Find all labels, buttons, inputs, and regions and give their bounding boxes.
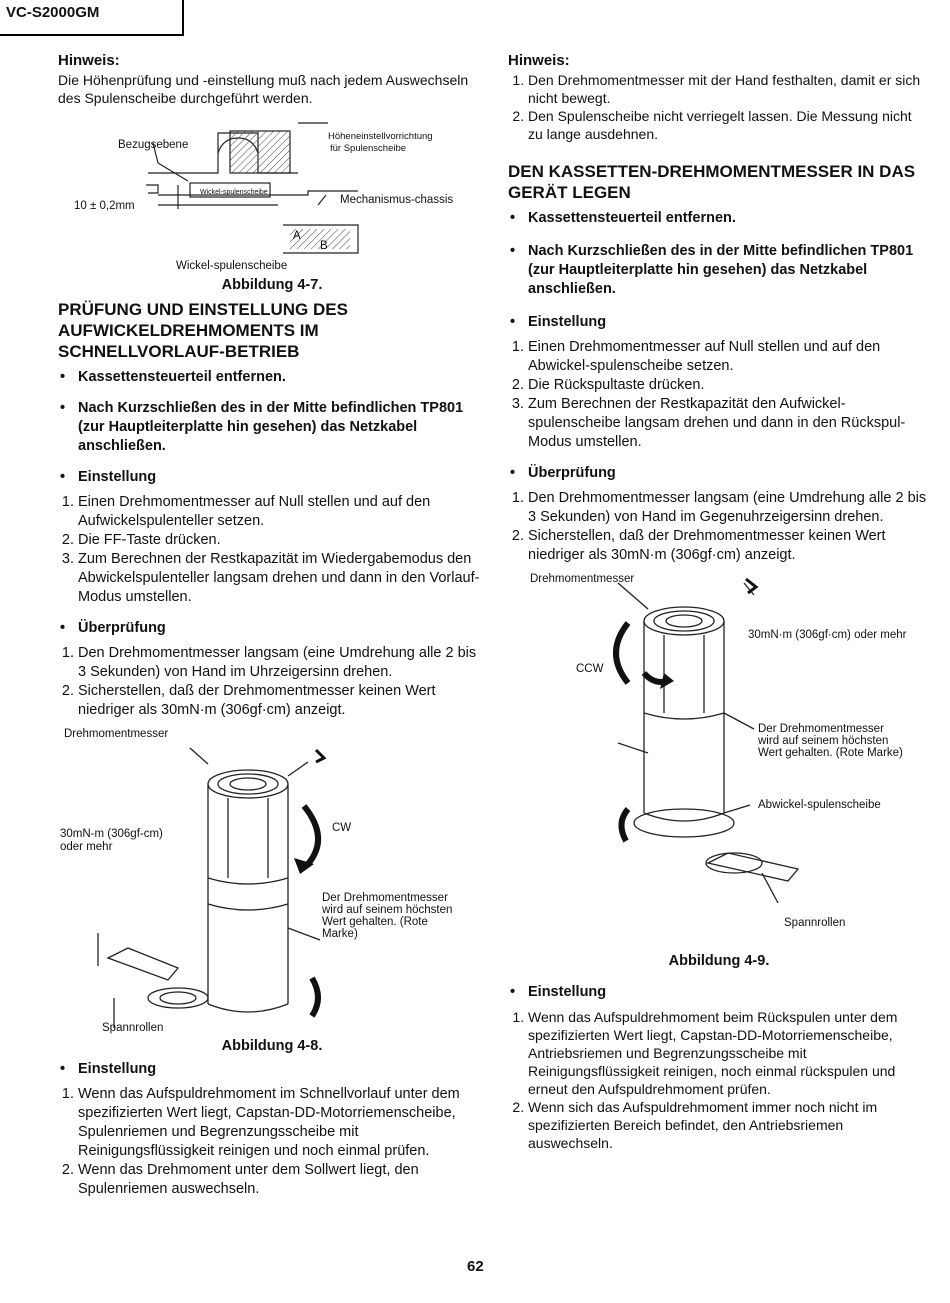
- label-held1: Der Drehmomentmesser: [758, 723, 884, 735]
- caption-4-9: Abbildung 4-9.: [668, 953, 770, 969]
- label-value2: oder mehr: [60, 841, 113, 853]
- einstellung-list: [58, 493, 486, 607]
- label-drehmomentmesser: Drehmomentmesser: [64, 728, 169, 740]
- label-b: B: [320, 240, 328, 252]
- section-title-left: PRÜFUNG UND EINSTELLUNG DES AUFWICKELDREHMOMENTS IM SCHNELLVORLAUF-BETRIEB: [58, 300, 348, 361]
- page-number: 62: [467, 1258, 484, 1275]
- bullet-ueberpruefung: • Überprüfung: [58, 619, 486, 638]
- label-drehmomentmesser: Drehmomentmesser: [530, 573, 635, 585]
- label-value: 30mN·m (306gf·cm) oder mehr: [748, 629, 907, 641]
- label-value1: 30mN-m (306gf-cm): [60, 828, 163, 840]
- label-hoehe1: Höheneinstellvorrichtung: [328, 131, 433, 142]
- list-item: 1. Den Drehmomentmesser mit der Hand festhalten, damit er sich nicht bewegt.: [528, 71, 930, 107]
- final-list: [508, 1008, 930, 1152]
- right-column: [508, 52, 930, 1152]
- label-wickel: Wickel-spulenscheibe: [176, 260, 288, 272]
- label-held2: wird auf seinem höchsten: [322, 904, 453, 916]
- caption-4-7: Abbildung 4-7.: [221, 277, 323, 293]
- list-item: 1. Einen Drehmomentmesser auf Null stellen und auf den Aufwickelspulenteller setzen.: [78, 493, 486, 531]
- label-spannrollen: Spannrollen: [102, 1022, 164, 1034]
- label-held3: Wert gehalten. (Rote Marke): [758, 747, 903, 759]
- list-item: 2. Wenn das Drehmoment unter dem Sollwert liegt, den Spulenriemen auswechseln.: [78, 1161, 486, 1199]
- label-mechanismus: Mechanismus-chassis: [340, 194, 454, 206]
- label-bezugsebene: Bezugsebene: [118, 139, 189, 151]
- note-title: Hinweis:: [58, 52, 120, 69]
- list-item: 1. Einen Drehmomentmesser auf Null stellen und auf den Abwickel-spulenscheibe setzen.: [528, 338, 930, 376]
- figure-4-7: [58, 113, 486, 275]
- bullet-short: • Nach Kurzschließen des in der Mitte befindlichen TP801 (zur Hauptleiterplatte hin gesehen) das Netzkabel anschließen.: [508, 242, 930, 299]
- label-spannrollen: Spannrollen: [784, 917, 846, 929]
- ueberpruefung-list: [508, 489, 930, 565]
- header-rule: [0, 34, 182, 36]
- hinweis-list: [508, 71, 930, 143]
- list-item: 3. Zum Berechnen der Restkapazität den Aufwickel-spulenscheibe langsam drehen und dann in den Rückspul-Modus umstellen.: [528, 395, 930, 452]
- label-ccw: CCW: [576, 663, 604, 675]
- label-wickel-small: Wickel-spulenscheibe: [200, 189, 268, 196]
- figure-4-9: [508, 573, 930, 951]
- bullet-remove: • Kassettensteuerteil entfernen.: [508, 209, 930, 228]
- label-hoehe2: für Spulenscheibe: [330, 143, 407, 154]
- list-item: 2. Den Spulenscheibe nicht verriegelt lassen. Die Messung nicht zu lange ausdehnen.: [528, 107, 930, 143]
- label-held4: Marke): [322, 928, 358, 940]
- model-name: VC-S2000GM: [6, 4, 100, 21]
- bullet-einstellung: • Einstellung: [58, 468, 486, 487]
- einstellung-list: [508, 338, 930, 452]
- list-item: 2. Wenn sich das Aufspuldrehmoment immer noch nicht im spezifizierten Bereich befindet, den Antriebsriemen auswechseln.: [528, 1098, 930, 1152]
- list-item: 2. Sicherstellen, daß der Drehmomentmesser keinen Wert niedriger als 30mN·m (306gf·cm) anzeigt.: [78, 682, 486, 720]
- label-held3: Wert gehalten. (Rote: [322, 916, 428, 928]
- list-item: 2. Sicherstellen, daß der Drehmomentmesser keinen Wert niedriger als 30mN·m (306gf·cm) anzeigt.: [528, 527, 930, 565]
- figure-4-8: [58, 728, 486, 1036]
- list-item: 1. Wenn das Aufspuldrehmoment beim Rückspulen unter dem spezifizierten Wert liegt, Capstan-DD-Motorriemenscheibe, Antriebsriemen und Begrenzungsscheibe mit Reinigungsflüssigkeit reinigen, noch einmal rückspulen und erneut den Aufspuldrehmoment prüfen.: [528, 1008, 930, 1098]
- list-item: 1. Den Drehmomentmesser langsam (eine Umdrehung alle 2 bis 3 Sekunden) von Hand im Uhrzeigersinn drehen.: [78, 644, 486, 682]
- note-text: Die Höhenprüfung und -einstellung muß nach jedem Auswechseln des Spulenscheibe durchgeführt werden.: [58, 72, 469, 106]
- bullet-ueberpruefung: • Überprüfung: [508, 464, 930, 483]
- bullet-einstellung-2: • Einstellung: [58, 1060, 486, 1079]
- bullet-einstellung-2: • Einstellung: [508, 983, 930, 1002]
- bullet-short: • Nach Kurzschließen des in der Mitte befindlichen TP801 (zur Hauptleiterplatte hin gesehen) das Netzkabel anschließen.: [58, 399, 486, 456]
- bullet-remove: • Kassettensteuerteil entfernen.: [58, 368, 486, 387]
- section-title-right: DEN KASSETTEN-DREHMOMENTMESSER IN DAS GERÄT LEGEN: [508, 162, 916, 202]
- label-abwickel: Abwickel-spulenscheibe: [758, 799, 881, 811]
- label-held1: Der Drehmomentmesser: [322, 892, 448, 904]
- caption-4-8: Abbildung 4-8.: [221, 1038, 323, 1054]
- bullet-einstellung: • Einstellung: [508, 313, 930, 332]
- label-cw: CW: [332, 822, 352, 834]
- final-list: [58, 1085, 486, 1199]
- label-held2: wird auf seinem höchsten: [758, 735, 889, 747]
- left-column: [58, 52, 486, 1199]
- label-a: A: [293, 230, 301, 242]
- ueberpruefung-list: [58, 644, 486, 720]
- label-dimension: 10 ± 0,2mm: [74, 200, 135, 212]
- list-item: 1. Den Drehmomentmesser langsam (eine Umdrehung alle 2 bis 3 Sekunden) von Hand im Gegenuhrzeigersinn drehen.: [528, 489, 930, 527]
- header-rule-vertical: [182, 0, 184, 36]
- list-item: 2. Die FF-Taste drücken.: [78, 531, 486, 550]
- figure-4-8-drawing: [58, 728, 486, 1036]
- note-title: Hinweis:: [508, 52, 570, 69]
- list-item: 3. Zum Berechnen der Restkapazität im Wiedergabemodus den Abwickelspulenteller langsam drehen und dann in den Vorlauf-Modus umstellen.: [78, 550, 486, 607]
- list-item: 1. Wenn das Aufspuldrehmoment im Schnellvorlauf unter dem spezifizierten Wert liegt, Capstan-DD-Motorriemenscheibe, Spulenriemen und Begrenzungsscheibe mit Reinigungsflüssigkeit reinigen und noch einmal prüfen.: [78, 1085, 486, 1161]
- list-item: 2. Die Rückspultaste drücken.: [528, 376, 930, 395]
